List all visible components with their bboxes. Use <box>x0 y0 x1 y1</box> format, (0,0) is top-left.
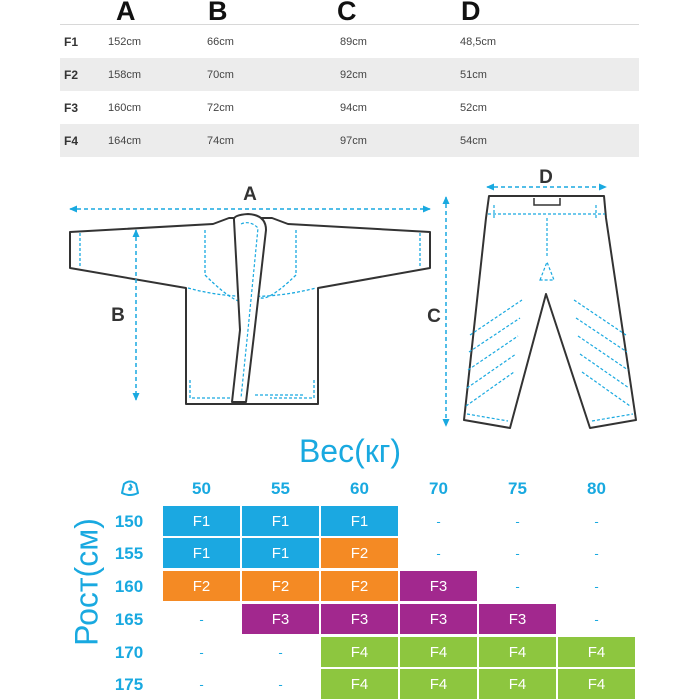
label-d: D <box>539 167 553 188</box>
height-title: Рост(см) <box>68 518 105 646</box>
size-label: F1 <box>64 34 79 49</box>
height-label: 175 <box>114 675 144 694</box>
empty-cell: - <box>515 513 520 529</box>
weight-label: 70 <box>429 479 448 498</box>
size-cell: F3 <box>242 604 319 634</box>
table-row <box>60 91 639 124</box>
size-cell: F1 <box>163 538 240 568</box>
table-row <box>60 58 639 91</box>
size-cell: F4 <box>321 669 398 699</box>
height-label: 170 <box>114 643 144 662</box>
column-header-a: A <box>116 0 136 26</box>
cell-b: 66cm <box>207 35 234 48</box>
cell-b: 72cm <box>207 101 234 114</box>
size-cell: F2 <box>163 571 240 601</box>
empty-cell: - <box>278 644 283 660</box>
height-label: 165 <box>114 610 144 629</box>
empty-cell: - <box>199 644 204 660</box>
size-cell: F4 <box>479 637 556 667</box>
table-row <box>60 25 639 58</box>
size-cell: F4 <box>400 669 477 699</box>
empty-cell: - <box>594 545 599 561</box>
size-label: F3 <box>64 100 79 115</box>
cell-c: 97cm <box>340 134 367 147</box>
cell-d: 48,5cm <box>460 35 497 48</box>
measurement-table <box>60 0 639 157</box>
height-label: 155 <box>114 544 144 563</box>
weight-label: 80 <box>587 479 606 498</box>
empty-cell: - <box>594 513 599 529</box>
cell-c: 94cm <box>340 101 367 114</box>
cell-c: 92cm <box>340 68 367 81</box>
size-cell: F1 <box>321 506 398 536</box>
label-b: B <box>111 305 125 326</box>
label-a: A <box>243 184 257 205</box>
size-cell: F2 <box>321 538 398 568</box>
empty-cell: - <box>436 513 441 529</box>
column-header-d: D <box>461 0 481 26</box>
height-label: 160 <box>114 577 144 596</box>
size-cell: F2 <box>242 571 319 601</box>
cell-a: 160cm <box>108 101 142 114</box>
size-cell: F3 <box>400 571 477 601</box>
height-label: 150 <box>114 512 144 531</box>
size-cell: F4 <box>321 637 398 667</box>
size-cell: F3 <box>321 604 398 634</box>
size-cell: F1 <box>242 538 319 568</box>
empty-cell: - <box>594 578 599 594</box>
empty-cell: - <box>515 578 520 594</box>
pants-drawing <box>464 196 636 428</box>
empty-cell: - <box>436 545 441 561</box>
table-row <box>60 124 639 157</box>
empty-cell: - <box>594 611 599 627</box>
weight-label: 50 <box>192 479 211 498</box>
size-cell: F1 <box>242 506 319 536</box>
size-cell: F4 <box>558 637 635 667</box>
size-label: F4 <box>64 133 79 148</box>
cell-a: 152cm <box>108 35 142 48</box>
column-header-c: C <box>337 0 357 26</box>
size-cell: F3 <box>400 604 477 634</box>
size-cell: F4 <box>558 669 635 699</box>
weight-label: 55 <box>271 479 290 498</box>
cell-a: 164cm <box>108 134 142 147</box>
size-label: F2 <box>64 67 79 82</box>
cell-d: 51cm <box>460 68 487 81</box>
size-cell: F4 <box>479 669 556 699</box>
column-header-b: B <box>208 0 228 26</box>
cell-c: 89cm <box>340 35 367 48</box>
cell-d: 52cm <box>460 101 487 114</box>
measurement-header <box>60 0 639 25</box>
empty-cell: - <box>278 676 283 692</box>
weight-title: Вес(кг) <box>298 433 402 469</box>
cell-b: 74cm <box>207 134 234 147</box>
size-cell: F2 <box>321 571 398 601</box>
cell-d: 54cm <box>460 134 487 147</box>
size-cell: F1 <box>163 506 240 536</box>
cell-b: 70cm <box>207 68 234 81</box>
scale-icon <box>120 478 140 498</box>
size-cell: F4 <box>400 637 477 667</box>
empty-cell: - <box>199 676 204 692</box>
gi-diagram <box>0 160 700 435</box>
weight-label: 75 <box>508 479 527 498</box>
cell-a: 158cm <box>108 68 142 81</box>
size-cell: F3 <box>479 604 556 634</box>
empty-cell: - <box>199 611 204 627</box>
label-c: C <box>427 306 441 327</box>
weight-label: 60 <box>350 479 369 498</box>
empty-cell: - <box>515 545 520 561</box>
